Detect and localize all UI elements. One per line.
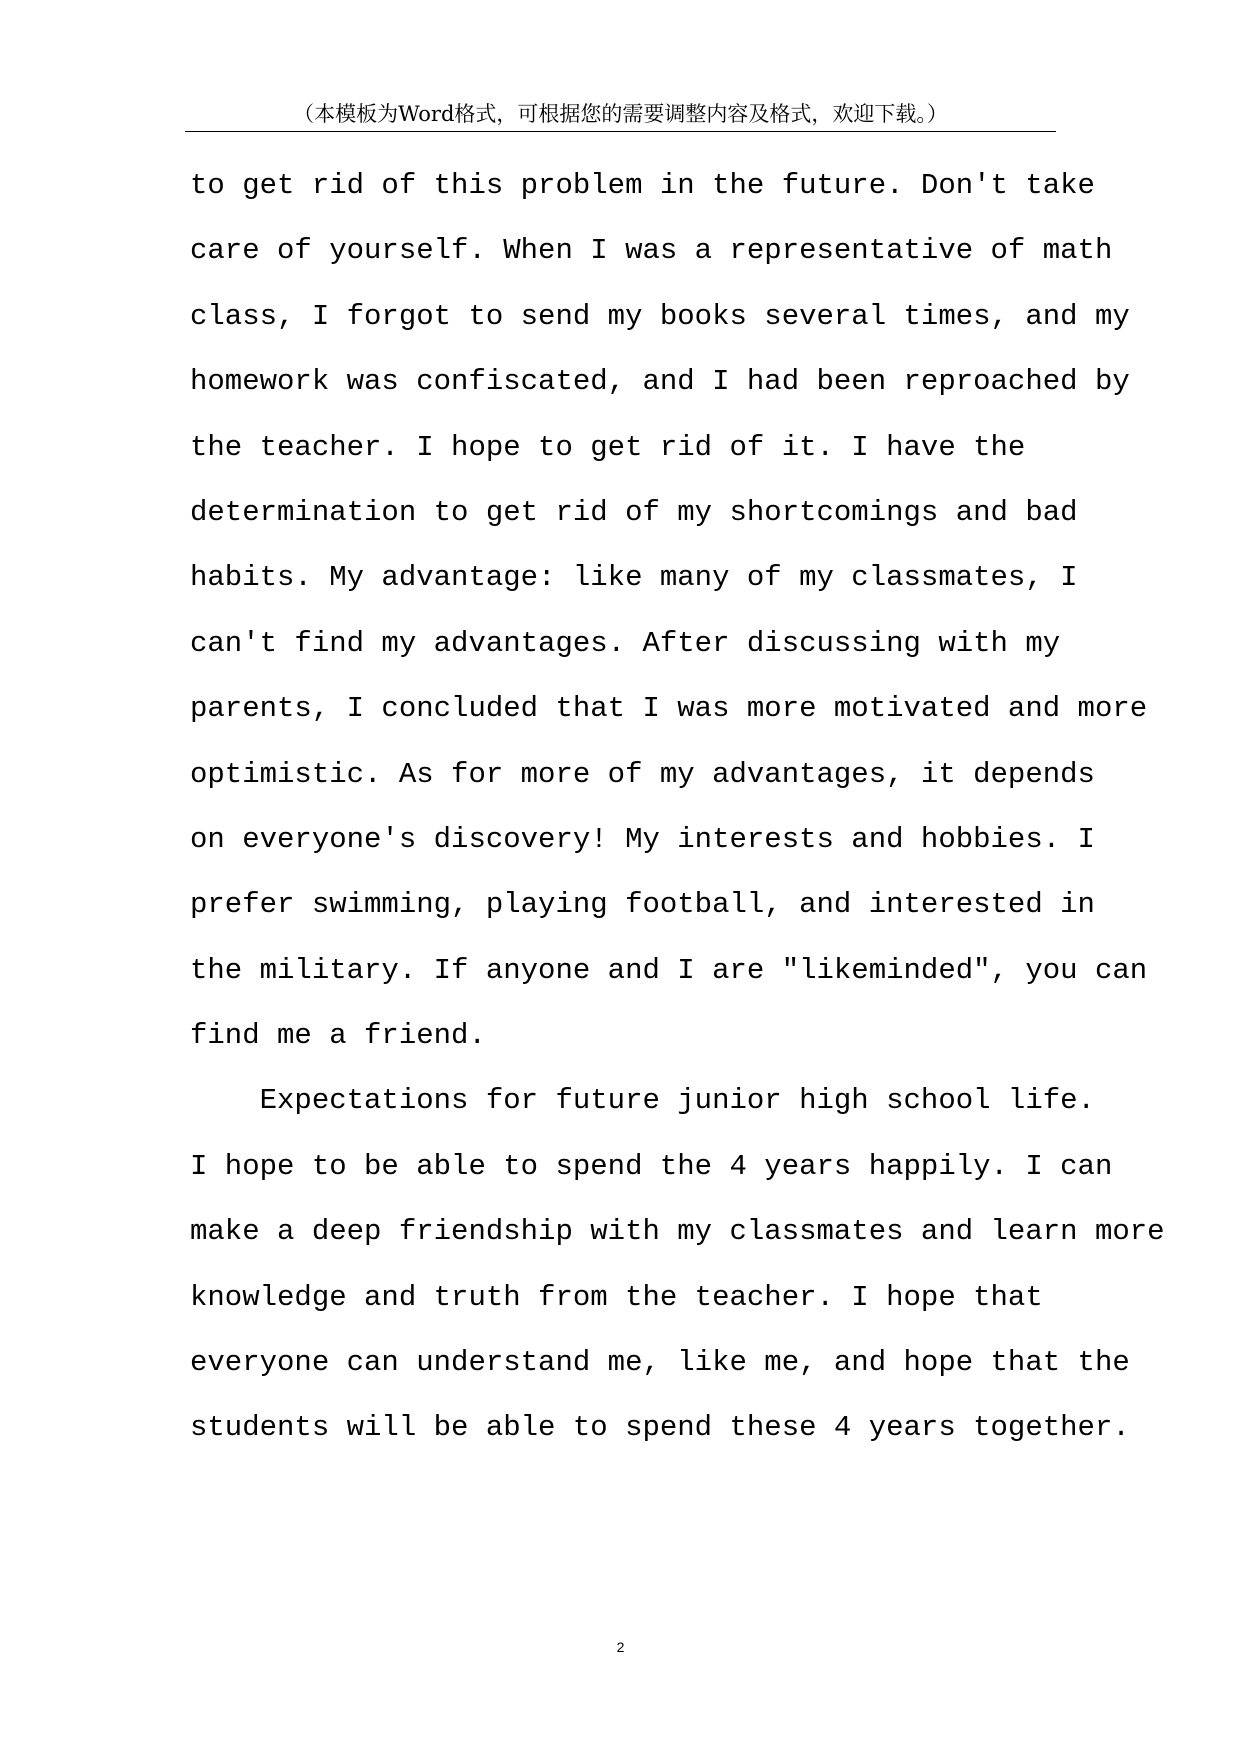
page-number: 2 [616,1639,625,1655]
text-line: prefer swimming, playing football, and interested in [190,888,1095,922]
text-line: determination to get rid of my shortcomings and bad [190,495,1078,529]
text-line: homework was confiscated, and I had been reproached by [190,365,1130,399]
text-line: habits. My advantage: like many of my classmates, I [190,561,1078,595]
text-line: care of yourself. When I was a representative of math [190,234,1113,268]
text-line: optimistic. As for more of my advantages, it depends [190,757,1095,791]
text-line: the military. If anyone and I are "likeminded", you can [190,953,1148,987]
text-line: I hope to be able to spend the 4 years happily. I can [190,1149,1113,1183]
text-line: can't find my advantages. After discussing with my [190,626,1061,660]
text-line: make a deep friendship with my classmates and learn more [190,1215,1165,1249]
text-line: students will be able to spend these 4 years together. [190,1411,1130,1445]
text-line: class, I forgot to send my books several times, and my [190,299,1130,333]
text-line: knowledge and truth from the teacher. I hope that [190,1280,1043,1314]
text-line: find me a friend. [190,1019,486,1053]
text-line: everyone can understand me, like me, and hope that the [190,1346,1130,1380]
text-line: on everyone's discovery! My interests and hobbies. I [190,822,1095,856]
text-line: to get rid of this problem in the future. Don't take [190,169,1095,202]
text-line: parents, I concluded that I was more motivated and more [190,692,1148,726]
document-header-note: （本模板为Word格式，可根据您的需要调整内容及格式，欢迎下载。） [293,102,948,126]
paragraph-start-line: Expectations for future junior high school life. [190,1084,1095,1118]
document-body [190,160,1165,1468]
text-line: the teacher. I hope to get rid of it. I have the [190,430,1026,464]
header-divider [185,131,1056,132]
